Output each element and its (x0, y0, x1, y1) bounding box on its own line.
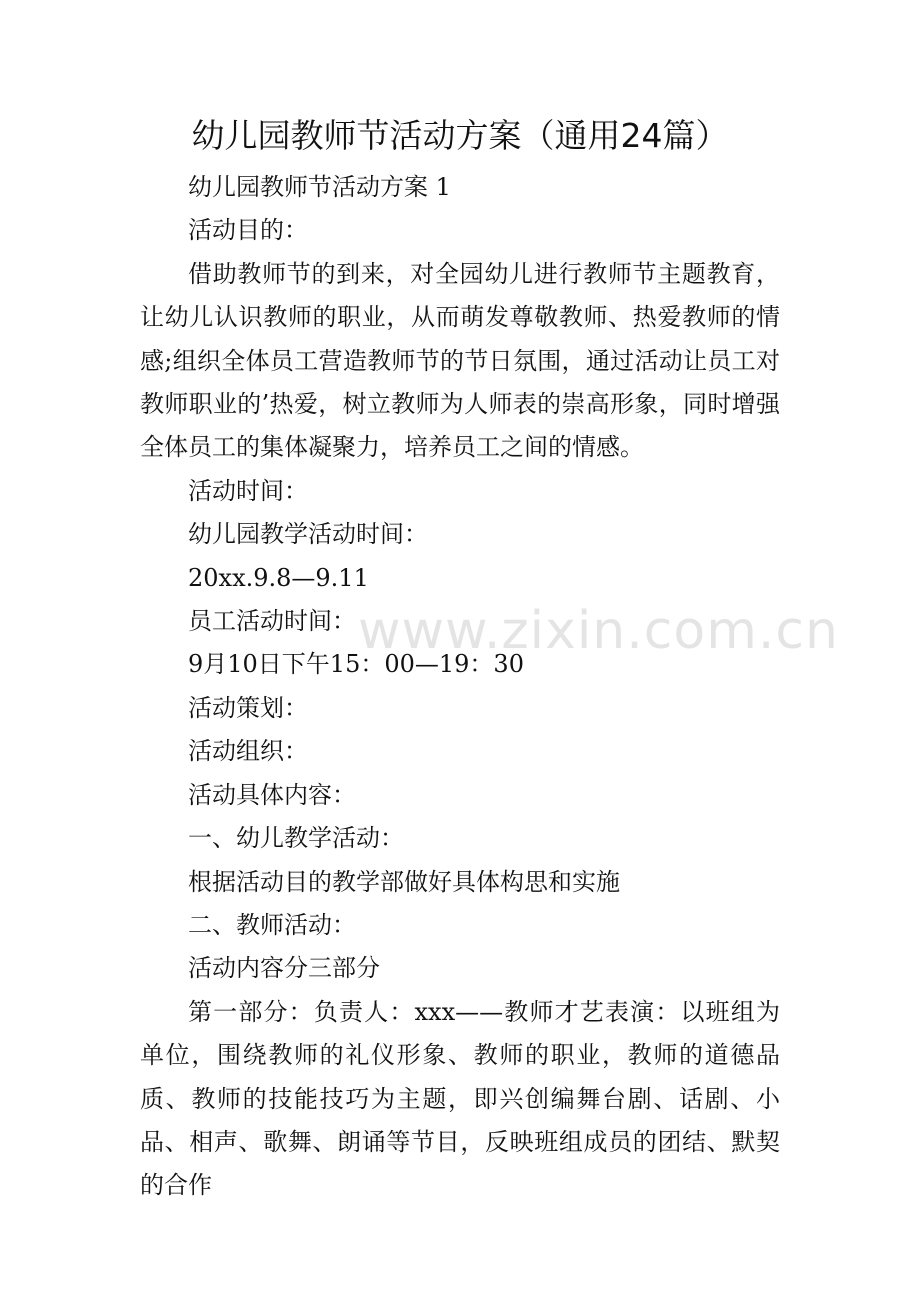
label-activity-organization: 活动组织： (188, 737, 308, 766)
paragraph-purpose: 借助教师节的到来，对全园幼儿进行教师节主题教育，让幼儿认识教师的职业，从而萌发尊敬教师、热爱教师的情感;组织全体员工营造教师节的节日氛围，通过活动让员工对教师职业的’热爱，树立教师为人师表的崇高形象，同时增强全体员工的集体凝聚力，培养员工之间的情感。 (140, 259, 780, 462)
label-activity-time: 活动时间： (188, 476, 308, 505)
staff-date-time: 9月10日下午15：00—19：30 (188, 650, 524, 679)
label-teaching-time: 幼儿园教学活动时间： (188, 520, 428, 549)
paragraph-part-one: 第一部分：负责人：xxx——教师才艺表演：以班组为单位，围绕教师的礼仪形象、教师的职业，教师的道德品质、教师的技能技巧为主题，即兴创编舞台剧、话剧、小品、相声、歌舞、朗诵等节目，反映班组成员的团结、默契的合作 (140, 997, 780, 1200)
label-activity-planning: 活动策划： (188, 693, 308, 722)
label-activity-purpose: 活动目的： (188, 216, 308, 245)
paragraph-child-teaching: 根据活动目的教学部做好具体构思和实施 (188, 867, 620, 896)
teaching-date-range: 20xx.9.8—9.11 (188, 563, 369, 592)
heading-teacher-activity: 二、教师活动： (188, 910, 356, 939)
label-staff-time: 员工活动时间： (188, 607, 356, 636)
document-title: 幼儿园教师节活动方案（通用24篇） (191, 116, 729, 155)
heading-child-teaching: 一、幼儿教学活动： (188, 824, 404, 853)
section-heading: 幼儿园教师节活动方案 1 (188, 173, 451, 201)
document-body (140, 166, 780, 1208)
label-activity-content: 活动具体内容： (188, 780, 356, 809)
paragraph-three-parts: 活动内容分三部分 (188, 954, 380, 983)
watermark-text: www.zixin.com.cn (358, 601, 839, 661)
